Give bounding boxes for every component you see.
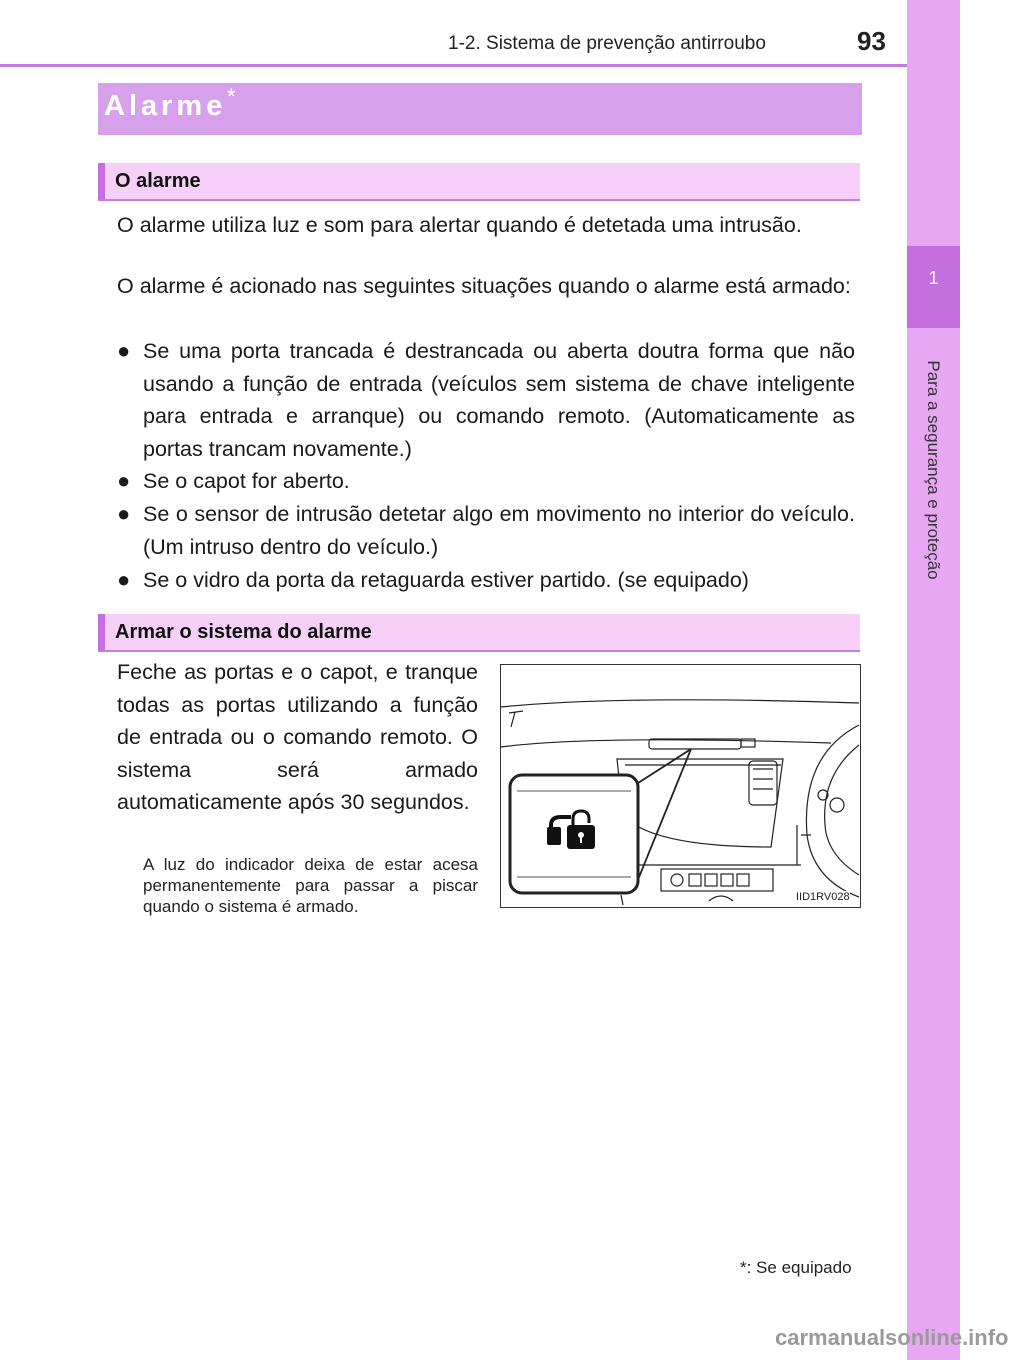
section-title: Armar o sistema do alarme [115, 621, 372, 643]
watermark: carmanualsonline.info [775, 1325, 1009, 1350]
arming-paragraph: Feche as portas e o capot, e tranque todas as portas utilizando a função de entrada ou o comando remoto. O sistema será armado automaticamente após 30 segundos. [117, 660, 478, 814]
section-header-armar [98, 614, 860, 652]
running-header: 1-2. Sistema de prevenção antirroubo [448, 33, 766, 54]
list-item-text: Se o capot for aberto. [143, 469, 350, 493]
footnote: *: Se equipado [740, 1258, 852, 1277]
page-title: Alarme [104, 90, 227, 122]
list-item [117, 498, 855, 563]
security-lock-indicator-icon [547, 811, 595, 849]
indicator-note: A luz do indicador deixa de estar acesa permanentemente para passar a piscar quando o sistema é armado. [143, 855, 478, 916]
side-tab-strip [907, 0, 960, 1360]
list-item [117, 465, 855, 498]
section-marker [98, 163, 105, 199]
bullet-icon: ● [117, 338, 131, 363]
page-number: 93 [857, 26, 886, 56]
intro-paragraph: O alarme utiliza luz e som para alertar quando é detetada uma intrusão. [117, 213, 802, 237]
bullet-icon: ● [117, 567, 131, 592]
dashboard-illustration [500, 664, 861, 908]
chapter-number: 1 [928, 268, 939, 288]
list-item-text: Se uma porta trancada é destrancada ou aberta doutra forma que não usando a função de entrada (veículos sem sistema de chave inteligente para entrada e arranque) ou comando remoto. (Automaticamente as portas trancam novamente.) [143, 339, 855, 461]
header-divider [0, 64, 960, 67]
list-item [117, 564, 855, 597]
title-asterisk: * [227, 84, 236, 109]
list-item-text: Se o vidro da porta da retaguarda estiver partido. (se equipado) [143, 568, 749, 592]
bullet-icon: ● [117, 501, 131, 526]
situations-paragraph: O alarme é acionado nas seguintes situações quando o alarme está armado: [117, 274, 851, 298]
chapter-title: Para a segurança e proteção [924, 360, 943, 580]
section-marker [98, 614, 105, 650]
list-item [117, 335, 855, 465]
bullet-icon: ● [117, 468, 131, 493]
section-header-o-alarme [98, 163, 860, 201]
list-item-text: Se o sensor de intrusão detetar algo em movimento no interior do veículo. (Um intruso dentro do veículo.) [143, 502, 855, 559]
section-title: O alarme [115, 170, 201, 192]
figure-id: IID1RV028 [796, 891, 850, 903]
dashboard-drawing [501, 665, 859, 906]
